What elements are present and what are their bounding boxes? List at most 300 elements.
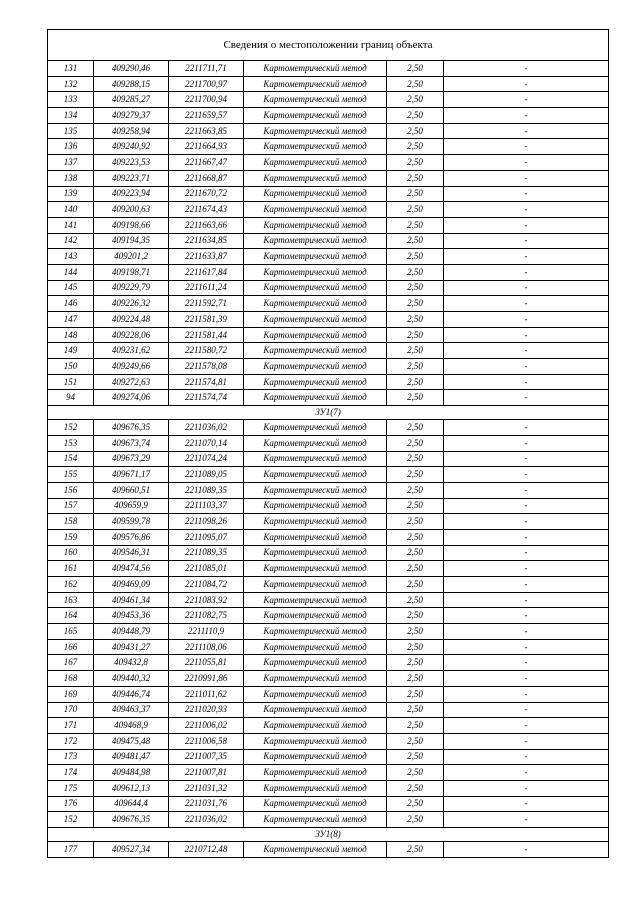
- description: -: [444, 842, 609, 858]
- accuracy: 2,50: [387, 327, 444, 343]
- description: -: [444, 529, 609, 545]
- x-coordinate: 409258,94: [94, 123, 169, 139]
- table-row: [48, 514, 609, 530]
- point-number: 174: [48, 765, 94, 781]
- method: Картометрический метод: [244, 577, 387, 593]
- table-row: [48, 686, 609, 702]
- accuracy: 2,50: [387, 420, 444, 436]
- method: Картометрический метод: [244, 202, 387, 218]
- x-coordinate: 409285,27: [94, 92, 169, 108]
- x-coordinate: 409576,86: [94, 529, 169, 545]
- x-coordinate: 409224,48: [94, 312, 169, 328]
- accuracy: 2,50: [387, 280, 444, 296]
- table-row: [48, 780, 609, 796]
- point-number: 161: [48, 561, 94, 577]
- description: -: [444, 812, 609, 828]
- y-coordinate: 2211110,9: [169, 624, 244, 640]
- table-row: [48, 639, 609, 655]
- method: Картометрический метод: [244, 467, 387, 483]
- point-number: 175: [48, 780, 94, 796]
- method: Картометрический метод: [244, 374, 387, 390]
- method: Картометрический метод: [244, 76, 387, 92]
- description: -: [444, 561, 609, 577]
- y-coordinate: 2211084,72: [169, 577, 244, 593]
- description: -: [444, 327, 609, 343]
- table-row: [48, 812, 609, 828]
- x-coordinate: 409463,37: [94, 702, 169, 718]
- x-coordinate: 409659,9: [94, 498, 169, 514]
- y-coordinate: 2211581,39: [169, 312, 244, 328]
- accuracy: 2,50: [387, 812, 444, 828]
- x-coordinate: 409198,66: [94, 217, 169, 233]
- x-coordinate: 409226,32: [94, 296, 169, 312]
- accuracy: 2,50: [387, 765, 444, 781]
- y-coordinate: 2211103,37: [169, 498, 244, 514]
- method: Картометрический метод: [244, 498, 387, 514]
- method: Картометрический метод: [244, 61, 387, 77]
- description: -: [444, 76, 609, 92]
- description: -: [444, 514, 609, 530]
- table-row: [48, 671, 609, 687]
- accuracy: 2,50: [387, 296, 444, 312]
- description: -: [444, 780, 609, 796]
- y-coordinate: 2211578,08: [169, 359, 244, 375]
- description: -: [444, 390, 609, 406]
- method: Картометрический метод: [244, 139, 387, 155]
- method: Картометрический метод: [244, 170, 387, 186]
- table-row: [48, 186, 609, 202]
- x-coordinate: 409229,79: [94, 280, 169, 296]
- method: Картометрический метод: [244, 249, 387, 265]
- accuracy: 2,50: [387, 435, 444, 451]
- table-row: [48, 264, 609, 280]
- method: Картометрический метод: [244, 624, 387, 640]
- point-number: 169: [48, 686, 94, 702]
- section-header-row: [48, 406, 609, 420]
- section-header: ЗУ1(7): [48, 406, 609, 420]
- y-coordinate: 2211663,85: [169, 123, 244, 139]
- y-coordinate: 2211031,76: [169, 796, 244, 812]
- accuracy: 2,50: [387, 608, 444, 624]
- accuracy: 2,50: [387, 343, 444, 359]
- accuracy: 2,50: [387, 61, 444, 77]
- table-title: Сведения о местоположении границ объекта: [48, 30, 609, 61]
- method: Картометрический метод: [244, 296, 387, 312]
- description: -: [444, 655, 609, 671]
- accuracy: 2,50: [387, 123, 444, 139]
- description: -: [444, 92, 609, 108]
- accuracy: 2,50: [387, 498, 444, 514]
- point-number: 94: [48, 390, 94, 406]
- description: -: [444, 451, 609, 467]
- method: Картометрический метод: [244, 780, 387, 796]
- x-coordinate: 409231,62: [94, 343, 169, 359]
- table-row: [48, 390, 609, 406]
- method: Картометрический метод: [244, 108, 387, 124]
- method: Картометрический метод: [244, 390, 387, 406]
- x-coordinate: 409288,15: [94, 76, 169, 92]
- table-row: [48, 796, 609, 812]
- table-row: [48, 435, 609, 451]
- point-number: 166: [48, 639, 94, 655]
- description: -: [444, 249, 609, 265]
- accuracy: 2,50: [387, 264, 444, 280]
- method: Картометрический метод: [244, 327, 387, 343]
- accuracy: 2,50: [387, 702, 444, 718]
- table-row: [48, 343, 609, 359]
- y-coordinate: 2211007,35: [169, 749, 244, 765]
- accuracy: 2,50: [387, 749, 444, 765]
- method: Картометрический метод: [244, 482, 387, 498]
- y-coordinate: 2211667,47: [169, 155, 244, 171]
- title-row: [48, 30, 609, 61]
- description: -: [444, 467, 609, 483]
- x-coordinate: 409228,06: [94, 327, 169, 343]
- x-coordinate: 409200,63: [94, 202, 169, 218]
- table-row: [48, 312, 609, 328]
- table-row: [48, 482, 609, 498]
- method: Картометрический метод: [244, 264, 387, 280]
- accuracy: 2,50: [387, 451, 444, 467]
- point-number: 157: [48, 498, 94, 514]
- table-row: [48, 359, 609, 375]
- method: Картометрический метод: [244, 217, 387, 233]
- method: Картометрический метод: [244, 92, 387, 108]
- table-row: [48, 561, 609, 577]
- accuracy: 2,50: [387, 796, 444, 812]
- point-number: 159: [48, 529, 94, 545]
- y-coordinate: 2211674,43: [169, 202, 244, 218]
- table-row: [48, 202, 609, 218]
- x-coordinate: 409660,51: [94, 482, 169, 498]
- method: Картометрический метод: [244, 842, 387, 858]
- point-number: 151: [48, 374, 94, 390]
- x-coordinate: 409453,36: [94, 608, 169, 624]
- accuracy: 2,50: [387, 780, 444, 796]
- x-coordinate: 409279,37: [94, 108, 169, 124]
- method: Картометрический метод: [244, 655, 387, 671]
- x-coordinate: 409272,63: [94, 374, 169, 390]
- x-coordinate: 409431,27: [94, 639, 169, 655]
- method: Картометрический метод: [244, 545, 387, 561]
- description: -: [444, 671, 609, 687]
- point-number: 152: [48, 420, 94, 436]
- boundary-coordinates-sheet: [47, 29, 608, 858]
- y-coordinate: 2211611,24: [169, 280, 244, 296]
- description: -: [444, 186, 609, 202]
- table-row: [48, 249, 609, 265]
- point-number: 134: [48, 108, 94, 124]
- y-coordinate: 2211082,75: [169, 608, 244, 624]
- point-number: 144: [48, 264, 94, 280]
- accuracy: 2,50: [387, 155, 444, 171]
- method: Картометрический метод: [244, 359, 387, 375]
- description: -: [444, 608, 609, 624]
- table-row: [48, 624, 609, 640]
- description: -: [444, 592, 609, 608]
- table-row: [48, 327, 609, 343]
- table-row: [48, 529, 609, 545]
- table-row: [48, 61, 609, 77]
- method: Картометрический метод: [244, 718, 387, 734]
- point-number: 149: [48, 343, 94, 359]
- y-coordinate: 2211006,02: [169, 718, 244, 734]
- x-coordinate: 409440,32: [94, 671, 169, 687]
- accuracy: 2,50: [387, 374, 444, 390]
- table-row: [48, 280, 609, 296]
- method: Картометрический метод: [244, 749, 387, 765]
- method: Картометрический метод: [244, 155, 387, 171]
- y-coordinate: 2211070,14: [169, 435, 244, 451]
- y-coordinate: 2211668,87: [169, 170, 244, 186]
- description: -: [444, 686, 609, 702]
- table-row: [48, 374, 609, 390]
- x-coordinate: 409461,34: [94, 592, 169, 608]
- x-coordinate: 409194,35: [94, 233, 169, 249]
- point-number: 164: [48, 608, 94, 624]
- method: Картометрический метод: [244, 702, 387, 718]
- description: -: [444, 123, 609, 139]
- point-number: 154: [48, 451, 94, 467]
- y-coordinate: 2211020,93: [169, 702, 244, 718]
- section-header: ЗУ1(8): [48, 828, 609, 842]
- x-coordinate: 409676,35: [94, 812, 169, 828]
- y-coordinate: 2211670,72: [169, 186, 244, 202]
- y-coordinate: 2211633,87: [169, 249, 244, 265]
- method: Картометрический метод: [244, 420, 387, 436]
- x-coordinate: 409644,4: [94, 796, 169, 812]
- x-coordinate: 409481,47: [94, 749, 169, 765]
- accuracy: 2,50: [387, 76, 444, 92]
- description: -: [444, 702, 609, 718]
- accuracy: 2,50: [387, 359, 444, 375]
- point-number: 142: [48, 233, 94, 249]
- accuracy: 2,50: [387, 671, 444, 687]
- y-coordinate: 2211089,35: [169, 482, 244, 498]
- description: -: [444, 420, 609, 436]
- y-coordinate: 2211089,35: [169, 545, 244, 561]
- table-row: [48, 702, 609, 718]
- accuracy: 2,50: [387, 217, 444, 233]
- point-number: 136: [48, 139, 94, 155]
- method: Картометрический метод: [244, 514, 387, 530]
- y-coordinate: 2211074,24: [169, 451, 244, 467]
- accuracy: 2,50: [387, 108, 444, 124]
- table-row: [48, 170, 609, 186]
- accuracy: 2,50: [387, 249, 444, 265]
- accuracy: 2,50: [387, 186, 444, 202]
- y-coordinate: 2211031,32: [169, 780, 244, 796]
- method: Картометрический метод: [244, 451, 387, 467]
- y-coordinate: 2211700,97: [169, 76, 244, 92]
- y-coordinate: 2210712,48: [169, 842, 244, 858]
- y-coordinate: 2211617,84: [169, 264, 244, 280]
- description: -: [444, 139, 609, 155]
- description: -: [444, 374, 609, 390]
- description: -: [444, 155, 609, 171]
- method: Картометрический метод: [244, 608, 387, 624]
- y-coordinate: 2211659,57: [169, 108, 244, 124]
- method: Картометрический метод: [244, 186, 387, 202]
- point-number: 160: [48, 545, 94, 561]
- method: Картометрический метод: [244, 796, 387, 812]
- table-row: [48, 577, 609, 593]
- table-row: [48, 233, 609, 249]
- x-coordinate: 409223,94: [94, 186, 169, 202]
- description: -: [444, 296, 609, 312]
- y-coordinate: 2211036,02: [169, 420, 244, 436]
- description: -: [444, 498, 609, 514]
- accuracy: 2,50: [387, 655, 444, 671]
- y-coordinate: 2211011,62: [169, 686, 244, 702]
- description: -: [444, 639, 609, 655]
- table-row: [48, 217, 609, 233]
- y-coordinate: 2211095,07: [169, 529, 244, 545]
- table-row: [48, 733, 609, 749]
- x-coordinate: 409223,53: [94, 155, 169, 171]
- point-number: 139: [48, 186, 94, 202]
- x-coordinate: 409599,78: [94, 514, 169, 530]
- description: -: [444, 343, 609, 359]
- x-coordinate: 409240,92: [94, 139, 169, 155]
- x-coordinate: 409274,06: [94, 390, 169, 406]
- table-row: [48, 765, 609, 781]
- y-coordinate: 2210991,86: [169, 671, 244, 687]
- y-coordinate: 2211055,81: [169, 655, 244, 671]
- table-row: [48, 296, 609, 312]
- accuracy: 2,50: [387, 92, 444, 108]
- y-coordinate: 2211574,81: [169, 374, 244, 390]
- table-row: [48, 498, 609, 514]
- point-number: 173: [48, 749, 94, 765]
- point-number: 147: [48, 312, 94, 328]
- point-number: 167: [48, 655, 94, 671]
- x-coordinate: 409469,09: [94, 577, 169, 593]
- y-coordinate: 2211574,74: [169, 390, 244, 406]
- x-coordinate: 409432,8: [94, 655, 169, 671]
- point-number: 150: [48, 359, 94, 375]
- method: Картометрический метод: [244, 312, 387, 328]
- table-row: [48, 155, 609, 171]
- accuracy: 2,50: [387, 624, 444, 640]
- description: -: [444, 765, 609, 781]
- method: Картометрический метод: [244, 529, 387, 545]
- description: -: [444, 718, 609, 734]
- accuracy: 2,50: [387, 561, 444, 577]
- y-coordinate: 2211085,01: [169, 561, 244, 577]
- y-coordinate: 2211108,06: [169, 639, 244, 655]
- section-header-row: [48, 828, 609, 842]
- point-number: 148: [48, 327, 94, 343]
- description: -: [444, 233, 609, 249]
- x-coordinate: 409676,35: [94, 420, 169, 436]
- y-coordinate: 2211581,44: [169, 327, 244, 343]
- table-row: [48, 123, 609, 139]
- x-coordinate: 409249,66: [94, 359, 169, 375]
- method: Картометрический метод: [244, 686, 387, 702]
- x-coordinate: 409290,46: [94, 61, 169, 77]
- point-number: 131: [48, 61, 94, 77]
- method: Картометрический метод: [244, 233, 387, 249]
- table-row: [48, 608, 609, 624]
- accuracy: 2,50: [387, 482, 444, 498]
- point-number: 145: [48, 280, 94, 296]
- accuracy: 2,50: [387, 733, 444, 749]
- table-row: [48, 655, 609, 671]
- point-number: 135: [48, 123, 94, 139]
- method: Картометрический метод: [244, 765, 387, 781]
- description: -: [444, 359, 609, 375]
- description: -: [444, 202, 609, 218]
- point-number: 158: [48, 514, 94, 530]
- method: Картометрический метод: [244, 671, 387, 687]
- y-coordinate: 2211664,93: [169, 139, 244, 155]
- description: -: [444, 280, 609, 296]
- y-coordinate: 2211083,92: [169, 592, 244, 608]
- y-coordinate: 2211098,26: [169, 514, 244, 530]
- accuracy: 2,50: [387, 842, 444, 858]
- y-coordinate: 2211592,71: [169, 296, 244, 312]
- y-coordinate: 2211580,72: [169, 343, 244, 359]
- x-coordinate: 409484,98: [94, 765, 169, 781]
- point-number: 177: [48, 842, 94, 858]
- table-row: [48, 108, 609, 124]
- table-row: [48, 92, 609, 108]
- description: -: [444, 264, 609, 280]
- description: -: [444, 577, 609, 593]
- x-coordinate: 409201,2: [94, 249, 169, 265]
- table-row: [48, 749, 609, 765]
- accuracy: 2,50: [387, 577, 444, 593]
- y-coordinate: 2211634,85: [169, 233, 244, 249]
- description: -: [444, 312, 609, 328]
- x-coordinate: 409612,13: [94, 780, 169, 796]
- point-number: 156: [48, 482, 94, 498]
- method: Картометрический метод: [244, 280, 387, 296]
- method: Картометрический метод: [244, 561, 387, 577]
- point-number: 170: [48, 702, 94, 718]
- x-coordinate: 409673,74: [94, 435, 169, 451]
- accuracy: 2,50: [387, 545, 444, 561]
- x-coordinate: 409468,9: [94, 718, 169, 734]
- accuracy: 2,50: [387, 170, 444, 186]
- table-row: [48, 467, 609, 483]
- accuracy: 2,50: [387, 592, 444, 608]
- description: -: [444, 733, 609, 749]
- x-coordinate: 409223,71: [94, 170, 169, 186]
- x-coordinate: 409446,74: [94, 686, 169, 702]
- method: Картометрический метод: [244, 123, 387, 139]
- description: -: [444, 482, 609, 498]
- point-number: 176: [48, 796, 94, 812]
- point-number: 153: [48, 435, 94, 451]
- x-coordinate: 409527,34: [94, 842, 169, 858]
- x-coordinate: 409198,71: [94, 264, 169, 280]
- table-row: [48, 545, 609, 561]
- y-coordinate: 2211007,81: [169, 765, 244, 781]
- method: Картометрический метод: [244, 435, 387, 451]
- accuracy: 2,50: [387, 390, 444, 406]
- point-number: 155: [48, 467, 94, 483]
- point-number: 140: [48, 202, 94, 218]
- table-row: [48, 842, 609, 858]
- method: Картометрический метод: [244, 639, 387, 655]
- point-number: 168: [48, 671, 94, 687]
- x-coordinate: 409474,56: [94, 561, 169, 577]
- y-coordinate: 2211006,58: [169, 733, 244, 749]
- x-coordinate: 409475,48: [94, 733, 169, 749]
- description: -: [444, 217, 609, 233]
